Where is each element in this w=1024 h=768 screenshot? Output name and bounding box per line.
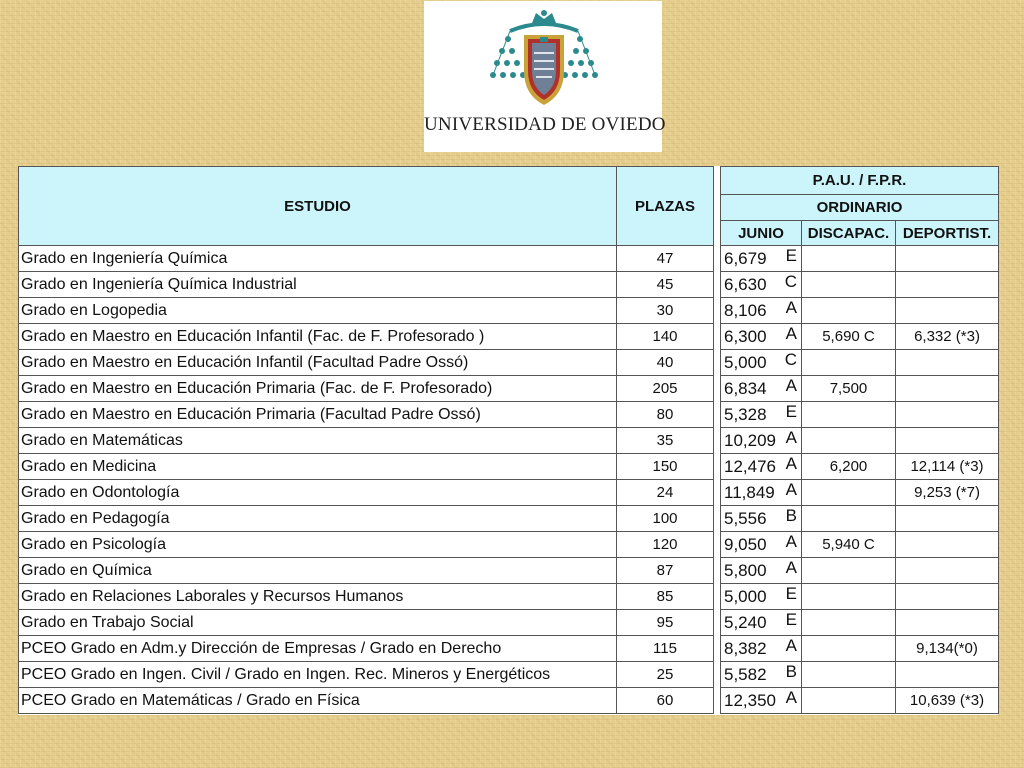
junio-grade: B <box>785 506 797 525</box>
deportist-value <box>896 246 999 272</box>
deportist-value: 10,639 (*3) <box>896 688 999 714</box>
plazas-value: 80 <box>617 402 714 428</box>
junio-grade: E <box>785 402 797 421</box>
deportist-value <box>896 298 999 324</box>
junio-value: 5,000 <box>724 352 767 372</box>
junio-cell <box>721 610 802 636</box>
junio-value: 5,240 <box>724 612 767 632</box>
discapac-value: 5,690 C <box>802 324 896 350</box>
table-row <box>19 610 714 636</box>
plazas-value: 24 <box>617 480 714 506</box>
junio-grade: A <box>785 428 797 447</box>
table-row <box>721 376 999 402</box>
table-row <box>19 350 714 376</box>
table-row <box>19 272 714 298</box>
junio-grade: A <box>785 558 797 577</box>
discapac-value <box>802 402 896 428</box>
junio-cell <box>721 298 802 324</box>
grades-table <box>720 166 999 714</box>
study-name: Grado en Maestro en Educación Primaria (Fac. de F. Profesorado) <box>19 376 617 402</box>
plazas-value: 100 <box>617 506 714 532</box>
table-row <box>721 350 999 376</box>
header-pau: P.A.U. / F.P.R. <box>721 167 999 195</box>
junio-grade: C <box>784 272 797 291</box>
table-row <box>721 688 999 714</box>
admission-grades-table <box>18 166 998 715</box>
table-row <box>721 402 999 428</box>
junio-grade: A <box>785 480 797 499</box>
plazas-value: 25 <box>617 662 714 688</box>
study-name: Grado en Medicina <box>19 454 617 480</box>
junio-value: 8,382 <box>724 638 767 658</box>
junio-value: 12,350 <box>724 690 776 710</box>
studies-body <box>19 246 714 714</box>
table-row <box>721 454 999 480</box>
plazas-value: 120 <box>617 532 714 558</box>
discapac-value <box>802 350 896 376</box>
plazas-value: 115 <box>617 636 714 662</box>
discapac-value <box>802 480 896 506</box>
table-row <box>721 324 999 350</box>
deportist-value <box>896 662 999 688</box>
discapac-value <box>802 688 896 714</box>
table-row <box>721 558 999 584</box>
deportist-value: 6,332 (*3) <box>896 324 999 350</box>
table-row <box>721 610 999 636</box>
discapac-value <box>802 428 896 454</box>
table-row <box>19 584 714 610</box>
junio-value: 10,209 <box>724 430 776 450</box>
plazas-value: 85 <box>617 584 714 610</box>
junio-grade: A <box>785 376 797 395</box>
deportist-value: 9,253 (*7) <box>896 480 999 506</box>
junio-cell <box>721 402 802 428</box>
junio-cell <box>721 506 802 532</box>
table-row <box>19 636 714 662</box>
junio-grade: A <box>785 298 797 317</box>
deportist-value <box>896 350 999 376</box>
junio-cell <box>721 584 802 610</box>
table-row <box>19 376 714 402</box>
junio-grade: A <box>785 532 797 551</box>
junio-value: 6,630 <box>724 274 767 294</box>
study-name: Grado en Pedagogía <box>19 506 617 532</box>
junio-value: 6,834 <box>724 378 767 398</box>
deportist-value <box>896 376 999 402</box>
junio-grade: C <box>784 350 797 369</box>
university-name: UNIVERSIDAD DE OVIEDO <box>424 114 666 135</box>
table-row <box>721 298 999 324</box>
plazas-value: 140 <box>617 324 714 350</box>
deportist-value: 9,134(*0) <box>896 636 999 662</box>
study-name: Grado en Odontología <box>19 480 617 506</box>
junio-value: 5,800 <box>724 560 767 580</box>
deportist-value <box>896 610 999 636</box>
table-row <box>721 428 999 454</box>
discapac-value <box>802 298 896 324</box>
header-estudio: ESTUDIO <box>19 167 617 246</box>
study-name: Grado en Maestro en Educación Infantil (Facultad Padre Ossó) <box>19 350 617 376</box>
study-name: Grado en Psicología <box>19 532 617 558</box>
discapac-value: 7,500 <box>802 376 896 402</box>
junio-cell <box>721 246 802 272</box>
table-row <box>19 428 714 454</box>
junio-cell <box>721 688 802 714</box>
study-name: Grado en Maestro en Educación Primaria (Facultad Padre Ossó) <box>19 402 617 428</box>
deportist-value <box>896 558 999 584</box>
university-logo <box>424 1 666 152</box>
junio-cell <box>721 558 802 584</box>
table-row <box>721 246 999 272</box>
study-name: PCEO Grado en Ingen. Civil / Grado en Ingen. Rec. Mineros y Energéticos <box>19 662 617 688</box>
discapac-value <box>802 636 896 662</box>
study-name: Grado en Matemáticas <box>19 428 617 454</box>
plazas-value: 205 <box>617 376 714 402</box>
discapac-value <box>802 246 896 272</box>
study-name: Grado en Logopedia <box>19 298 617 324</box>
table-row <box>19 402 714 428</box>
table-row <box>19 558 714 584</box>
junio-grade: A <box>785 688 797 707</box>
junio-value: 8,106 <box>724 300 767 320</box>
table-row <box>19 246 714 272</box>
junio-value: 12,476 <box>724 456 776 476</box>
plazas-value: 30 <box>617 298 714 324</box>
junio-cell <box>721 376 802 402</box>
deportist-value <box>896 402 999 428</box>
header-ordinario: ORDINARIO <box>721 195 999 221</box>
deportist-value <box>896 506 999 532</box>
table-row <box>19 506 714 532</box>
table-row <box>721 506 999 532</box>
studies-table <box>18 166 714 714</box>
junio-cell <box>721 428 802 454</box>
junio-cell <box>721 662 802 688</box>
table-row <box>19 662 714 688</box>
discapac-value: 6,200 <box>802 454 896 480</box>
junio-grade: A <box>785 324 797 343</box>
table-row <box>721 272 999 298</box>
header-plazas: PLAZAS <box>617 167 714 246</box>
junio-value: 5,000 <box>724 586 767 606</box>
junio-cell <box>721 480 802 506</box>
table-row <box>721 662 999 688</box>
table-row <box>721 532 999 558</box>
table-row <box>19 688 714 714</box>
table-row <box>19 532 714 558</box>
junio-cell <box>721 454 802 480</box>
junio-cell <box>721 350 802 376</box>
plazas-value: 47 <box>617 246 714 272</box>
table-row <box>19 324 714 350</box>
study-name: Grado en Relaciones Laborales y Recursos Humanos <box>19 584 617 610</box>
junio-value: 5,556 <box>724 508 767 528</box>
table-row <box>721 584 999 610</box>
study-name: Grado en Ingeniería Química Industrial <box>19 272 617 298</box>
study-name: PCEO Grado en Adm.y Dirección de Empresas / Grado en Derecho <box>19 636 617 662</box>
plazas-value: 45 <box>617 272 714 298</box>
discapac-value <box>802 506 896 532</box>
table-row <box>721 480 999 506</box>
deportist-value <box>896 428 999 454</box>
table-row <box>19 480 714 506</box>
study-name: Grado en Química <box>19 558 617 584</box>
junio-value: 5,328 <box>724 404 767 424</box>
junio-cell <box>721 272 802 298</box>
junio-cell <box>721 636 802 662</box>
junio-grade: B <box>785 662 797 681</box>
table-row <box>19 454 714 480</box>
study-name: Grado en Maestro en Educación Infantil (Fac. de F. Profesorado ) <box>19 324 617 350</box>
junio-value: 9,050 <box>724 534 767 554</box>
deportist-value: 12,114 (*3) <box>896 454 999 480</box>
junio-value: 11,849 <box>724 482 775 502</box>
study-name: Grado en Trabajo Social <box>19 610 617 636</box>
deportist-value <box>896 584 999 610</box>
discapac-value: 5,940 C <box>802 532 896 558</box>
coat-of-arms-icon <box>488 9 600 111</box>
junio-grade: E <box>785 610 797 629</box>
junio-value: 6,300 <box>724 326 767 346</box>
junio-cell <box>721 532 802 558</box>
discapac-value <box>802 662 896 688</box>
discapac-value <box>802 272 896 298</box>
plazas-value: 35 <box>617 428 714 454</box>
deportist-value <box>896 272 999 298</box>
junio-grade: E <box>785 246 797 265</box>
plazas-value: 150 <box>617 454 714 480</box>
plazas-value: 60 <box>617 688 714 714</box>
plazas-value: 40 <box>617 350 714 376</box>
grades-body <box>721 246 999 714</box>
discapac-value <box>802 558 896 584</box>
table-row <box>19 298 714 324</box>
discapac-value <box>802 584 896 610</box>
plazas-value: 87 <box>617 558 714 584</box>
study-name: PCEO Grado en Matemáticas / Grado en Física <box>19 688 617 714</box>
table-row <box>721 636 999 662</box>
junio-grade: A <box>785 454 797 473</box>
junio-grade: E <box>785 584 797 603</box>
junio-value: 5,582 <box>724 664 767 684</box>
junio-value: 6,679 <box>724 248 767 268</box>
plazas-value: 95 <box>617 610 714 636</box>
header-discapac: DISCAPAC. <box>802 221 896 246</box>
junio-grade: A <box>785 636 797 655</box>
deportist-value <box>896 532 999 558</box>
junio-cell <box>721 324 802 350</box>
study-name: Grado en Ingeniería Química <box>19 246 617 272</box>
discapac-value <box>802 610 896 636</box>
header-deportist: DEPORTIST. <box>896 221 999 246</box>
header-junio: JUNIO <box>721 221 802 246</box>
